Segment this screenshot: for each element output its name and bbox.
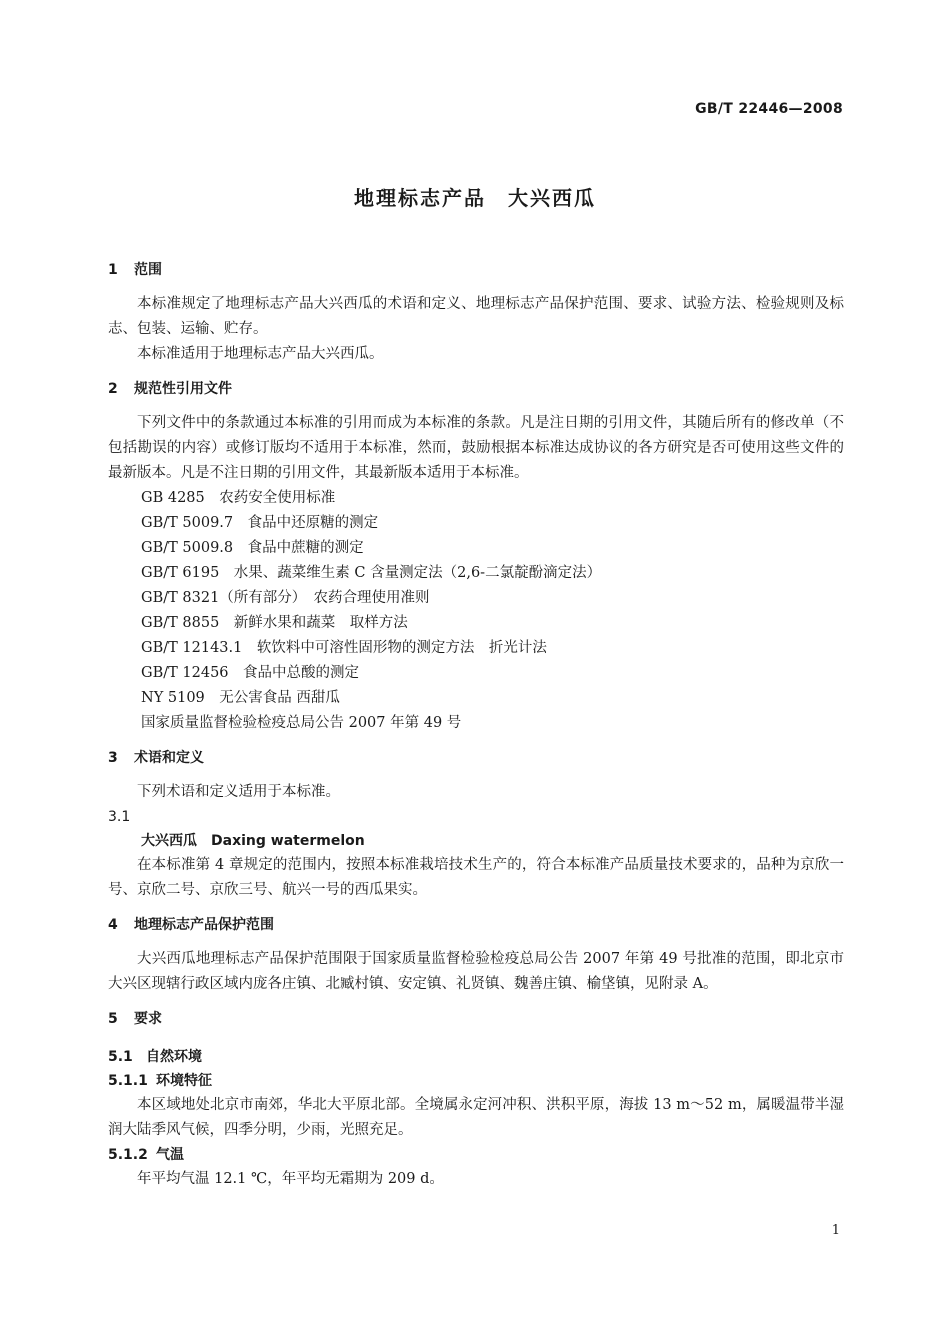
reference-item: 国家质量监督检验检疫总局公告 2007 年第 49 号 — [141, 715, 462, 731]
section-title: 范围 — [134, 262, 162, 278]
section-number: 4 — [108, 917, 118, 933]
section-number: 5.1.2 — [108, 1147, 148, 1163]
section-title: 环境特征 — [156, 1073, 212, 1089]
document-title: 地理标志产品 大兴西瓜 — [354, 186, 596, 210]
reference-item: GB/T 8321（所有部分） 农药合理使用准则 — [141, 590, 430, 606]
document-body — [108, 258, 844, 1192]
page-number: 1 — [831, 1223, 840, 1238]
reference-item: GB/T 5009.7 食品中还原糖的测定 — [141, 515, 379, 531]
section-1-heading — [108, 258, 844, 282]
section-number: 3 — [108, 750, 118, 766]
reference-item: GB/T 8855 新鲜水果和蔬菜 取样方法 — [141, 615, 408, 631]
section-title: 气温 — [156, 1147, 184, 1163]
section-number: 2 — [108, 381, 118, 397]
subsection-5-1-1-heading — [108, 1069, 844, 1093]
paragraph: 本区域地处北京市南郊，华北大平原北部。全境属永定河冲积、洪积平原，海拔 13 m～52 m，属暖温带半湿润大陆季风气候，四季分明，少雨，光照充足。 — [108, 1097, 844, 1138]
paragraph: 下列术语和定义适用于本标准。 — [137, 784, 340, 800]
reference-item: GB/T 6195 水果、蔬菜维生素 C 含量测定法（2,6-二氯靛酚滴定法） — [141, 565, 602, 581]
section-2-heading — [108, 377, 844, 401]
section-3-heading — [108, 746, 844, 770]
reference-item: GB/T 12143.1 软饮料中可溶性固形物的测定方法 折光计法 — [141, 640, 547, 656]
paragraph: 下列文件中的条款通过本标准的引用而成为本标准的条款。凡是注日期的引用文件，其随后所有的修改单（不包括勘误的内容）或修订版均不适用于本标准，然而，鼓励根据本标准达成协议的各方研究是否可使用这些文件的最新版本。凡是不注日期的引用文件，其最新版本适用于本标准。 — [108, 415, 844, 481]
section-title: 规范性引用文件 — [134, 381, 232, 397]
section-number: 5.1 — [108, 1049, 133, 1065]
reference-item: GB/T 12456 食品中总酸的测定 — [141, 665, 360, 681]
section-number: 5.1.1 — [108, 1073, 148, 1089]
paragraph: 大兴西瓜地理标志产品保护范围限于国家质量监督检验检疫总局公告 2007 年第 49 号批准的范围，即北京市大兴区现辖行政区域内庞各庄镇、北臧村镇、安定镇、礼贤镇、魏善庄镇、榆垡镇，见附录 A。 — [108, 951, 844, 992]
clause-number: 3.1 — [108, 809, 131, 825]
section-title: 要求 — [134, 1011, 162, 1027]
standard-code: GB/T 22446—2008 — [695, 101, 843, 117]
section-title: 术语和定义 — [134, 750, 204, 766]
section-title: 自然环境 — [146, 1049, 202, 1065]
paragraph: 本标准规定了地理标志产品大兴西瓜的术语和定义、地理标志产品保护范围、要求、试验方法、检验规则及标志、包装、运输、贮存。 — [108, 296, 844, 337]
reference-item: GB 4285 农药安全使用标准 — [141, 490, 336, 506]
term-definition: 在本标准第 4 章规定的范围内，按照本标准栽培技术生产的，符合本标准产品质量技术要求的，品种为京欣一号、京欣二号、京欣三号、航兴一号的西瓜果实。 — [108, 857, 844, 898]
term-entry: 大兴西瓜 Daxing watermelon — [141, 833, 365, 849]
reference-item: GB/T 5009.8 食品中蔗糖的测定 — [141, 540, 364, 556]
section-number: 5 — [108, 1011, 118, 1027]
section-title: 地理标志产品保护范围 — [134, 917, 274, 933]
section-4-heading — [108, 913, 844, 937]
subsection-5-1-heading — [108, 1045, 844, 1069]
section-number: 1 — [108, 262, 118, 278]
paragraph: 本标准适用于地理标志产品大兴西瓜。 — [137, 346, 384, 362]
subsection-5-1-2-heading — [108, 1143, 844, 1167]
section-5-heading — [108, 1007, 844, 1031]
reference-item: NY 5109 无公害食品 西甜瓜 — [141, 690, 340, 706]
paragraph: 年平均气温 12.1 ℃，年平均无霜期为 209 d。 — [137, 1171, 444, 1187]
